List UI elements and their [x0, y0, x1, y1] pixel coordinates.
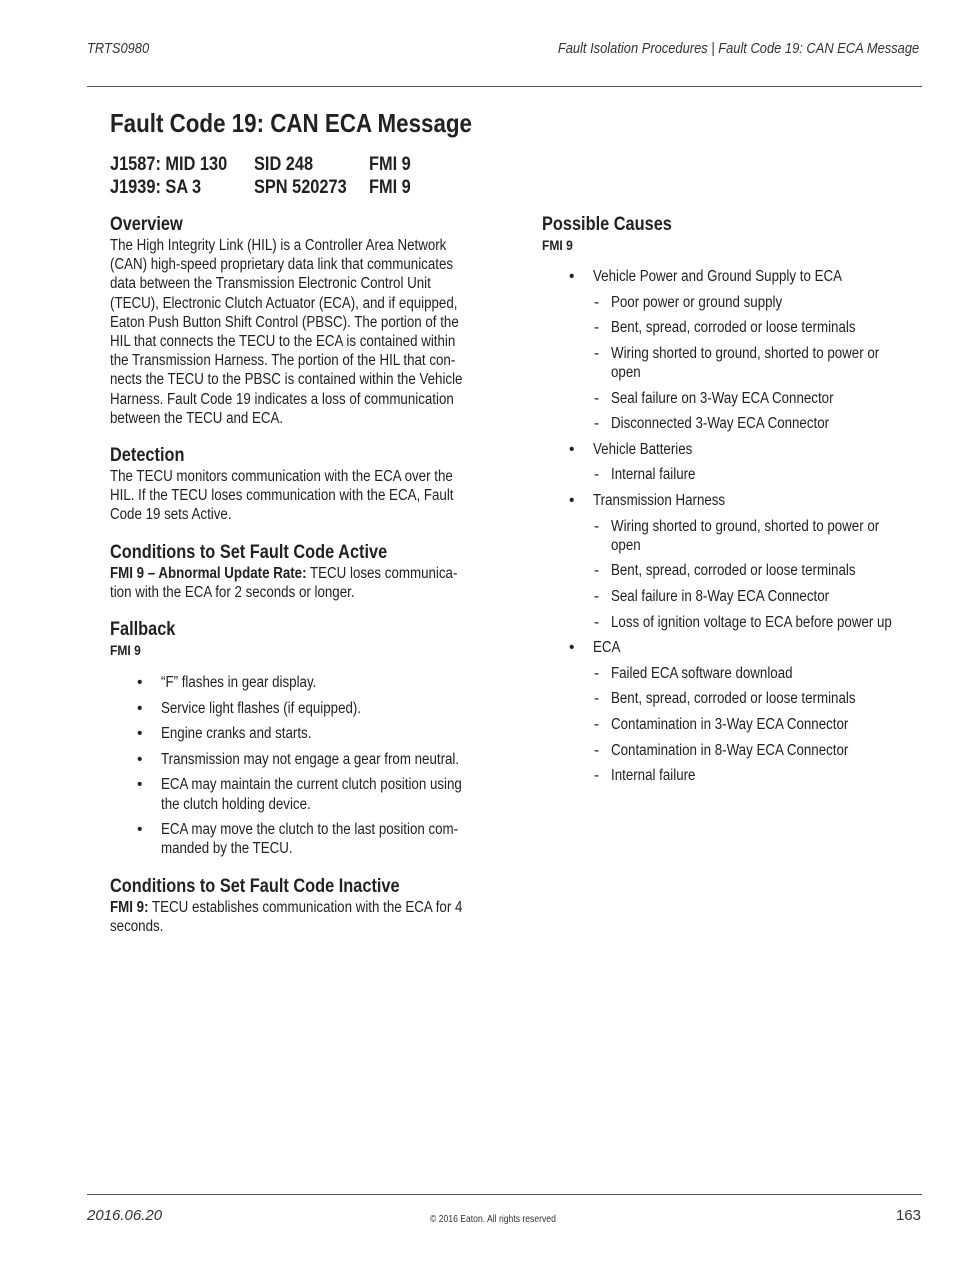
id-cell: SPN 520273	[254, 177, 347, 198]
cause-item	[542, 440, 914, 459]
fallback-heading: Fallback	[110, 619, 176, 641]
text-line: HIL. If the TECU loses communication with the ECA, Fault	[110, 487, 454, 505]
fallback-item	[110, 750, 482, 769]
cause-subitem	[542, 293, 914, 312]
fallback-list	[110, 673, 482, 859]
text-line: data between the Transmission Electronic Control Unit	[110, 275, 431, 293]
text-line: - Wiring shorted to ground, shorted to power or	[611, 344, 880, 362]
text-line: the Transmission Harness. The portion of the HIL that con-	[110, 352, 456, 370]
text-line: nects the TECU to the PBSC is contained within the Vehicle	[110, 371, 463, 389]
footer-date: 2016.06.20	[87, 1207, 163, 1224]
cause-subitem	[542, 715, 914, 734]
overview-heading: Overview	[110, 214, 183, 235]
possible-causes-heading: Possible Causes	[542, 214, 672, 235]
text-line: - Disconnected 3-Way ECA Connector	[611, 415, 830, 433]
header-rule	[87, 86, 922, 87]
page-title: Fault Code 19: CAN ECA Message	[110, 108, 472, 138]
footer-rule	[87, 1194, 922, 1195]
cause-subitem	[542, 517, 914, 555]
cause-subitem	[542, 465, 914, 484]
page-number: 163	[895, 1207, 921, 1224]
cause-subitem	[542, 741, 914, 760]
text-line: manded by the TECU.	[161, 840, 293, 858]
text-line: open	[611, 536, 641, 554]
fmi-cell: FMI 9	[369, 177, 411, 198]
set-inactive-heading: Conditions to Set Fault Code Inactive	[110, 875, 400, 897]
text-line: Code 19 sets Active.	[110, 506, 232, 524]
cause-subitem	[542, 613, 914, 632]
text-line: The TECU monitors communication with the ECA over the	[110, 468, 453, 486]
text-line: • ECA may move the clutch to the last position com-	[161, 821, 459, 839]
cause-subitem	[542, 689, 914, 708]
text-line: • “F” flashes in gear display.	[161, 674, 317, 692]
text-line: the clutch holding device.	[161, 795, 311, 813]
fallback-item	[110, 775, 482, 813]
cause-subitem	[542, 766, 914, 785]
text-line: • Service light flashes (if equipped).	[161, 699, 362, 717]
left-column	[110, 214, 482, 953]
protocol-cell: J1939: SA 3	[110, 177, 202, 198]
cause-subitem	[542, 587, 914, 606]
detection-text	[110, 467, 482, 525]
cause-item	[542, 638, 914, 657]
section-breadcrumb: Fault Isolation Procedures | Fault Code 19: CAN ECA Message	[557, 40, 919, 57]
document-id: TRTS0980	[87, 40, 150, 57]
text-line: - Seal failure in 8-Way ECA Connector	[611, 587, 830, 605]
cause-subitem	[542, 318, 914, 337]
cause-subitem	[542, 664, 914, 683]
cause-subitem	[542, 389, 914, 408]
text-line: • ECA may maintain the current clutch position using	[161, 776, 462, 794]
text-line: - Internal failure	[611, 767, 696, 785]
text-line: - Bent, spread, corroded or loose terminals	[611, 319, 856, 337]
text-line: open	[611, 363, 641, 381]
id-cell: SID 248	[254, 154, 314, 175]
fallback-item	[110, 724, 482, 743]
text-line: - Seal failure on 3-Way ECA Connector	[611, 389, 834, 407]
protocol-cell: J1587: MID 130	[110, 154, 228, 175]
fallback-section	[110, 619, 482, 859]
text-line: - Contamination in 8-Way ECA Connector	[611, 741, 849, 759]
footer-copyright: © 2016 Eaton. All rights reserved	[430, 1214, 556, 1225]
overview-text	[110, 236, 482, 428]
cause-subitem	[542, 561, 914, 580]
set-active-heading: Conditions to Set Fault Code Active	[110, 541, 388, 563]
text-line: • ECA	[593, 639, 621, 657]
detection-heading: Detection	[110, 445, 185, 467]
fallback-item	[110, 699, 482, 718]
text-line: - Internal failure	[611, 466, 696, 484]
text-line: - Bent, spread, corroded or loose terminals	[611, 690, 856, 708]
possible-causes-list	[542, 267, 914, 785]
text-line: between the TECU and ECA.	[110, 409, 284, 427]
text-line: (CAN) high-speed proprietary data link that communicates	[110, 256, 454, 274]
cause-subitem	[542, 344, 914, 382]
text-line: • Vehicle Batteries	[593, 440, 693, 458]
set-inactive-label: FMI 9:	[110, 898, 149, 916]
text-line: • Engine cranks and starts.	[161, 725, 312, 743]
text-line: - Poor power or ground supply	[611, 293, 783, 311]
set-active-label: FMI 9 – Abnormal Update Rate:	[110, 564, 307, 582]
set-active-section	[110, 542, 482, 602]
text-line: (TECU), Electronic Clutch Actuator (ECA), and if equipped,	[110, 294, 458, 312]
text-line: • Transmission may not engage a gear from neutral.	[161, 750, 460, 768]
set-inactive-text: FMI 9: TECU establishes communication with the ECA for 4 seconds.	[110, 898, 463, 935]
text-line: - Bent, spread, corroded or loose terminals	[611, 562, 856, 580]
right-column	[542, 214, 914, 792]
detection-section	[110, 445, 482, 525]
fmi-cell: FMI 9	[369, 154, 411, 175]
fallback-item	[110, 673, 482, 692]
text-line: Harness. Fault Code 19 indicates a loss of communication	[110, 390, 454, 408]
cause-item	[542, 491, 914, 510]
cause-item	[542, 267, 914, 286]
text-line: - Loss of ignition voltage to ECA before power up	[611, 613, 892, 631]
text-line: Eaton Push Button Shift Control (PBSC). The portion of the	[110, 313, 459, 331]
fallback-item	[110, 820, 482, 858]
text-line: HIL that connects the TECU to the ECA is contained within	[110, 333, 456, 351]
text-line: • Vehicle Power and Ground Supply to ECA	[593, 268, 842, 285]
text-line: - Contamination in 3-Way ECA Connector	[611, 715, 849, 733]
text-line: The High Integrity Link (HIL) is a Controller Area Network	[110, 237, 447, 254]
set-inactive-section	[110, 876, 482, 936]
text-line: - Failed ECA software download	[611, 664, 793, 682]
text-line: - Wiring shorted to ground, shorted to power or	[611, 517, 880, 535]
set-active-text: FMI 9 – Abnormal Update Rate: TECU loses communica- tion with the ECA for 2 seconds or longer.	[110, 564, 458, 601]
possible-causes-fmi: FMI 9	[542, 237, 573, 253]
fallback-fmi: FMI 9	[110, 642, 141, 659]
cause-subitem	[542, 414, 914, 433]
text-line: • Transmission Harness	[593, 491, 726, 509]
overview-section	[110, 214, 482, 428]
